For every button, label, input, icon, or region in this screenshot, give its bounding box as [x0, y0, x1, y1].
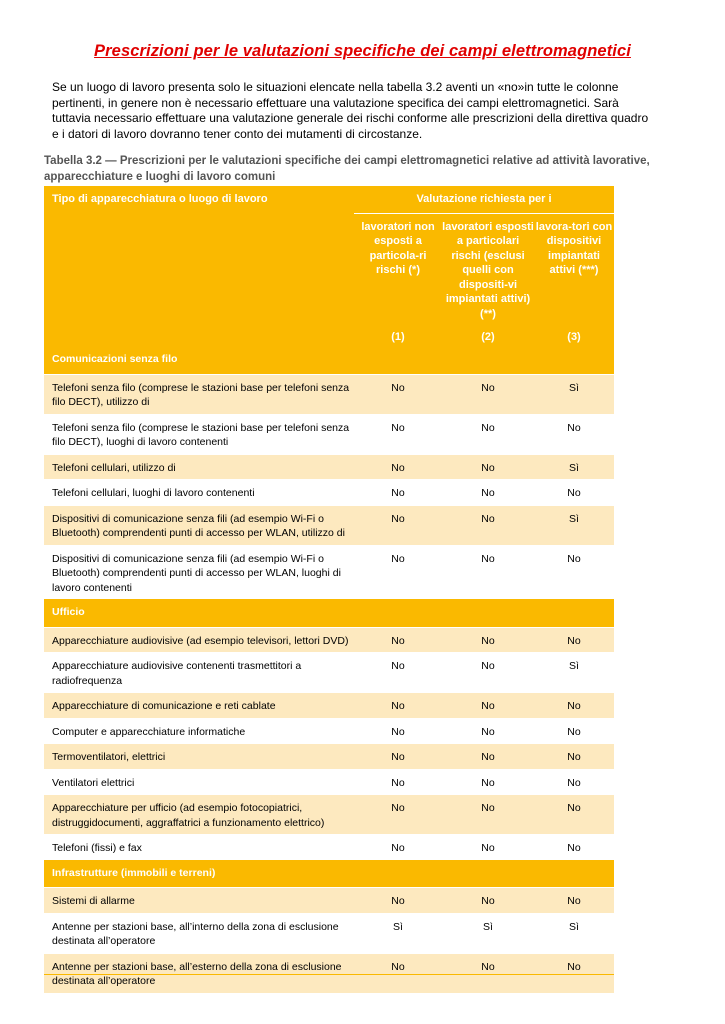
value-col-1: No: [354, 795, 442, 835]
header-subcol-1: [354, 213, 442, 346]
value-col-3: No: [534, 888, 614, 914]
value-col-1: No: [354, 653, 442, 693]
table-row: [44, 374, 614, 414]
row-label: Antenne per stazioni base, all’esterno della zona di esclusione destinata all’operatore: [44, 953, 354, 993]
value-col-2: No: [442, 627, 534, 653]
value-col-1: No: [354, 953, 442, 993]
row-label: Sistemi di allarme: [44, 888, 354, 914]
row-label: Telefoni senza filo (comprese le stazioni base per telefoni senza filo DECT), utilizzo di: [44, 374, 354, 414]
subcol-3-label: lavora-tori con dispositivi impiantati attivi (***): [535, 220, 613, 276]
value-col-2: No: [442, 480, 534, 506]
value-col-3: No: [534, 480, 614, 506]
table-row: [44, 953, 614, 993]
value-col-3: No: [534, 795, 614, 835]
subcol-3-number: (3): [567, 330, 581, 343]
table-row: [44, 480, 614, 506]
value-col-2: No: [442, 414, 534, 454]
section-row: [44, 860, 614, 888]
value-col-1: No: [354, 480, 442, 506]
value-col-3: No: [534, 693, 614, 719]
value-col-2: No: [442, 953, 534, 993]
value-col-3: Sì: [534, 454, 614, 480]
value-col-1: No: [354, 505, 442, 545]
row-label: Termoventilatori, elettrici: [44, 744, 354, 770]
header-subcol-2: [442, 213, 534, 346]
row-label: Telefoni senza filo (comprese le stazioni base per telefoni senza filo DECT), luoghi di lavoro contenenti: [44, 414, 354, 454]
value-col-2: No: [442, 795, 534, 835]
subcol-1-number: (1): [391, 330, 405, 343]
table-row: [44, 545, 614, 599]
value-col-2: No: [442, 693, 534, 719]
table-row: [44, 718, 614, 744]
row-label: Telefoni (fissi) e fax: [44, 835, 354, 860]
value-col-2: Sì: [442, 913, 534, 953]
table-row: [44, 414, 614, 454]
table-row: [44, 653, 614, 693]
row-label: Apparecchiature di comunicazione e reti cablate: [44, 693, 354, 719]
header-evaluation-column: Valutazione richiesta per i: [416, 193, 552, 205]
row-label: Dispositivi di comunicazione senza fili (ad esempio Wi-Fi o Bluetooth) comprendenti punti di accesso per WLAN, luoghi di lavoro contenenti: [44, 545, 354, 599]
row-label: Dispositivi di comunicazione senza fili (ad esempio Wi-Fi o Bluetooth) comprendenti punti di accesso per WLAN, utilizzo di: [44, 505, 354, 545]
table-row: [44, 693, 614, 719]
section-title: Infrastrutture (immobili e terreni): [44, 860, 614, 888]
row-label: Telefoni cellulari, luoghi di lavoro contenenti: [44, 480, 354, 506]
header-subcol-3: [534, 213, 614, 346]
subcol-1-label: lavoratori non esposti a particola-ri rischi (*): [361, 220, 435, 276]
value-col-3: Sì: [534, 374, 614, 414]
header-type-column: Tipo di apparecchiatura o luogo di lavoro: [52, 193, 268, 205]
row-label: Telefoni cellulari, utilizzo di: [44, 454, 354, 480]
value-col-2: No: [442, 835, 534, 860]
row-label: Computer e apparecchiature informatiche: [44, 718, 354, 744]
value-col-3: No: [534, 414, 614, 454]
value-col-3: No: [534, 545, 614, 599]
row-label: Apparecchiature audiovisive (ad esempio televisori, lettori DVD): [44, 627, 354, 653]
table-row: [44, 505, 614, 545]
value-col-1: No: [354, 718, 442, 744]
value-col-1: No: [354, 627, 442, 653]
table-row: [44, 795, 614, 835]
value-col-2: No: [442, 505, 534, 545]
table-row: [44, 888, 614, 914]
value-col-1: No: [354, 545, 442, 599]
value-col-1: Sì: [354, 913, 442, 953]
value-col-3: No: [534, 835, 614, 860]
value-col-2: No: [442, 769, 534, 795]
value-col-1: No: [354, 769, 442, 795]
row-label: Apparecchiature audiovisive contenenti trasmettitori a radiofrequenza: [44, 653, 354, 693]
row-label: Apparecchiature per ufficio (ad esempio fotocopiatrici, distruggidocumenti, aggraffatrici a funzionamento elettrico): [44, 795, 354, 835]
value-col-3: Sì: [534, 505, 614, 545]
section-title: Ufficio: [44, 599, 614, 627]
section-row: [44, 599, 614, 627]
value-col-2: No: [442, 888, 534, 914]
value-col-1: No: [354, 414, 442, 454]
table-row: [44, 835, 614, 860]
table-row: [44, 454, 614, 480]
page-title: Prescrizioni per le valutazioni specifiche dei campi elettromagnetici: [94, 42, 631, 60]
value-col-2: No: [442, 718, 534, 744]
section-title: Comunicazioni senza filo: [44, 346, 614, 374]
intro-paragraph: Se un luogo di lavoro presenta solo le situazioni elencate nella tabella 3.2 aventi un «no»in tutte le colonne pertinenti, in genere non è necessario effettuare una valutazione specifica dei campi elettromagnetici. Sarà tuttavia necessario effettuare una valutazione generale dei rischi conforme alle prescrizioni della direttiva quadro e i datori di lavoro dovranno tener conto dei mutamenti di circostanze.: [52, 80, 649, 141]
table-row: [44, 627, 614, 653]
value-col-3: No: [534, 627, 614, 653]
value-col-2: No: [442, 545, 534, 599]
value-col-3: Sì: [534, 913, 614, 953]
row-label: Ventilatori elettrici: [44, 769, 354, 795]
value-col-2: No: [442, 454, 534, 480]
value-col-2: No: [442, 374, 534, 414]
value-col-1: No: [354, 454, 442, 480]
value-col-3: No: [534, 953, 614, 993]
value-col-3: No: [534, 718, 614, 744]
table-row: [44, 913, 614, 953]
row-label: Antenne per stazioni base, all’interno della zona di esclusione destinata all’operatore: [44, 913, 354, 953]
value-col-1: No: [354, 374, 442, 414]
value-col-3: No: [534, 744, 614, 770]
value-col-1: No: [354, 744, 442, 770]
table-caption: Tabella 3.2 — Prescrizioni per le valutazioni specifiche dei campi elettromagnetici relative ad attività lavorative, apparecchiature e luoghi di lavoro comuni: [44, 155, 650, 183]
value-col-3: No: [534, 769, 614, 795]
value-col-1: No: [354, 888, 442, 914]
table-row: [44, 769, 614, 795]
subcol-2-label: lavoratori esposti a particolari rischi (esclusi quelli con dispositi-vi impiantati attivi) (**): [442, 220, 534, 320]
value-col-1: No: [354, 693, 442, 719]
value-col-2: No: [442, 744, 534, 770]
value-col-2: No: [442, 653, 534, 693]
table-row: [44, 744, 614, 770]
section-row: [44, 346, 614, 374]
subcol-2-number: (2): [481, 330, 495, 343]
table-bottom-rule: [44, 974, 614, 975]
value-col-1: No: [354, 835, 442, 860]
value-col-3: Sì: [534, 653, 614, 693]
requirements-table: [44, 186, 614, 993]
